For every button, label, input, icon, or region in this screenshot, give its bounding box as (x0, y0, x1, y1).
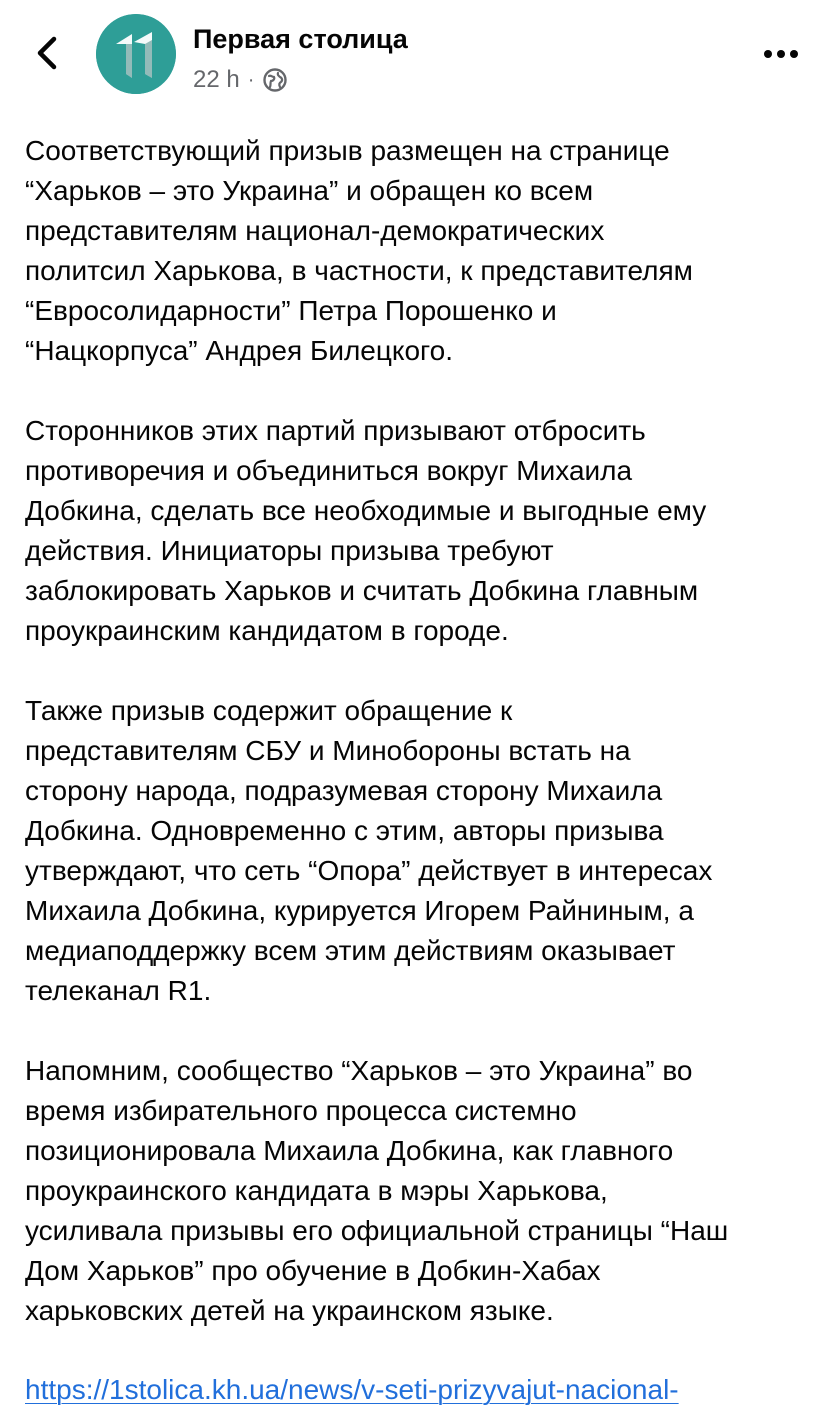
more-dots-icon (763, 49, 799, 59)
post-link[interactable]: https://1stolica.kh.ua/news/v-seti-prizyvajut-nacional- (25, 1374, 679, 1405)
chevron-left-icon (32, 35, 62, 71)
globe-icon (262, 67, 288, 93)
post-text (25, 131, 815, 1371)
post-paragraph-3: Также призыв содержит обращение к представителям СБУ и Минобороны встать на сторону народа, подразумевая сторону Михаила Добкина. Одновременно с этим, авторы призыва утверждают, что сеть “Опора” действует в интересах Михаила Добкина, курируется Игорем Райниным, а медиаподдержку всем этим действиям оказывает телеканал R1. (25, 695, 713, 1006)
post-paragraph-4: Напомним, сообщество “Харьков – это Украина” во время избирательного процесса системно позиционировала Михаила Добкина, как главного проукраинского кандидата в мэры Харькова, усиливала призывы его официальной страницы “Наш Дом Харьков” про обучение в Добкин-Хабах харьковских детей на украинском языке. (25, 1055, 729, 1326)
post-time[interactable]: 22 h (193, 66, 240, 93)
post-paragraph-1: Соответствующий призыв размещен на странице “Харьков – это Украина” и обращен ко всем представителям национал-демократических политсил Харькова, в частности, к представителям “Евросолидарности” Петра Порошенко и “Нацкорпуса” Андрея Билецкого. (25, 135, 693, 366)
page-logo-icon (96, 14, 176, 94)
avatar[interactable] (96, 14, 176, 94)
more-options-button[interactable] (758, 34, 804, 74)
meta-separator: · (247, 68, 255, 91)
post-header (0, 0, 828, 110)
back-button[interactable] (24, 30, 70, 76)
post-meta (193, 64, 288, 96)
post-paragraph-2: Сторонников этих партий призывают отбросить противоречия и объединиться вокруг Михаила Добкина, сделать все необходимые и выгодные ему действия. Инициаторы призыва требуют заблокировать Харьков и считать Добкина главным проукраинским кандидатом в городе. (25, 415, 707, 646)
page-name[interactable]: Первая столица (193, 24, 408, 54)
